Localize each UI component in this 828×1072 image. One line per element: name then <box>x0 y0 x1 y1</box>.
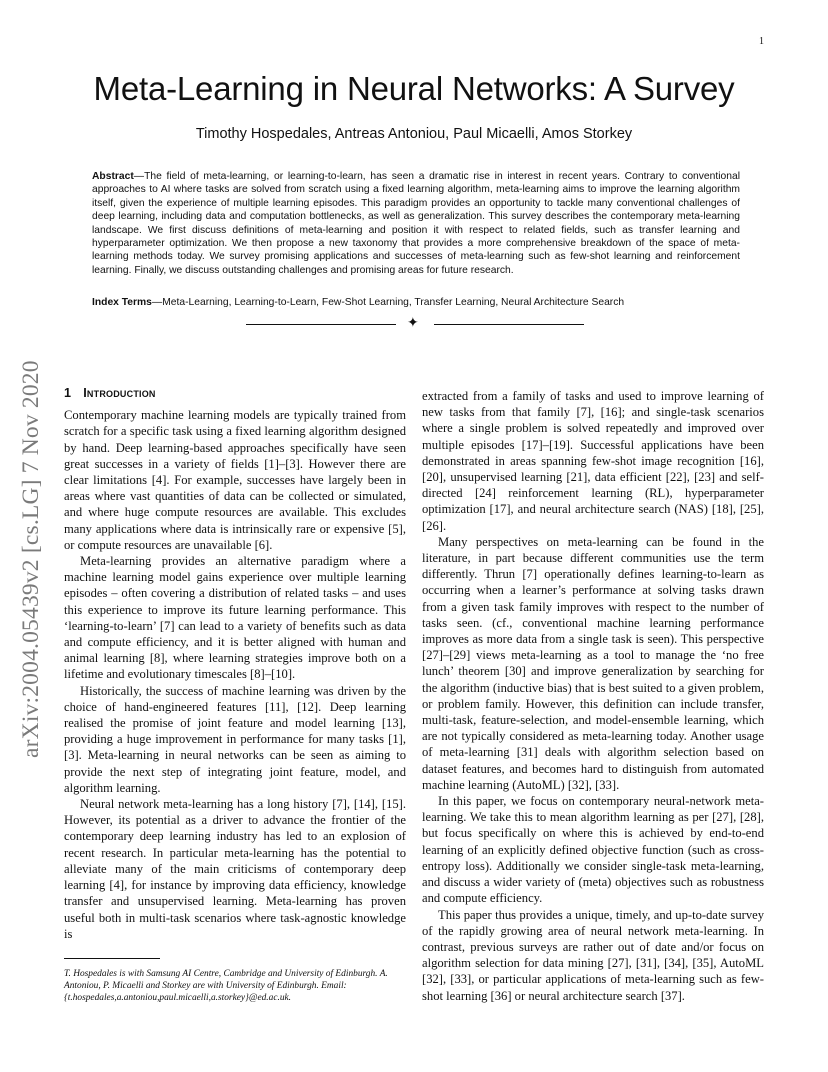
paragraph: extracted from a family of tasks and used to improve learning of new tasks from that family [7], [16]; and single-task scenarios where a single problem is solved repeatedly and improved over multiple episodes [17]–[19]. Successful applications have been demonstrated in areas spanning few-shot image recognition [16], [20], unsupervised learning [21], data efficient [22], [23] and self-directed [24] reinforcement learning (RL), hyperparameter optimization [17], and neural architecture search (NAS) [18], [25], [26]. <box>422 389 764 533</box>
right-column <box>422 388 764 1004</box>
divider-rule-left <box>246 324 396 325</box>
index-terms <box>92 296 740 309</box>
section-title: Introduction <box>83 386 156 400</box>
section-number: 1 <box>64 386 72 400</box>
section-heading <box>64 385 406 401</box>
footnote-rule <box>64 958 160 959</box>
author-list: Timothy Hospedales, Antreas Antoniou, Paul Micaelli, Amos Storkey <box>195 126 633 142</box>
paragraph: This paper thus provides a unique, timely, and up-to-date survey of the rapidly growing area of neural network meta-learning. In contrast, previous surveys are rather out of date and/or focus on algorithm selection for data mining [27], [31], [34], [35], AutoML [32], [33], or particular applications of meta-learning such as few-shot learning [36] or neural architecture search [37]. <box>422 907 764 1003</box>
left-column <box>64 385 406 942</box>
divider-star-icon: ✦ <box>407 316 419 331</box>
paper-title: Meta-Learning in Neural Networks: A Survey <box>93 70 735 107</box>
divider-rule-right <box>434 324 584 325</box>
index-terms-label: Index Terms <box>92 297 152 308</box>
paragraph: In this paper, we focus on contemporary neural-network meta-learning. We take this to mean algorithm learning as per [27], [28], but focus specifically on where this is achieved by end-to-end learning of an explicitly defined objective function (such as cross-entropy loss). Additionally we consider single-task meta-learning, and discuss a wider variety of (meta) objectives such as robustness and compute efficiency. <box>422 794 764 906</box>
paragraph: Neural network meta-learning has a long history [7], [14], [15]. However, its potential as a driver to advance the frontier of the contemporary deep learning industry has led to an explosion of recent research. In particular meta-learning has the potential to alleviate many of the main criticisms of contemporary deep learning [4], for instance by improving data efficiency, knowledge transfer and unsupervised learning. Meta-learning has proven useful both in multi-task scenarios where task-agnostic knowledge is <box>64 797 406 941</box>
section-divider <box>246 316 584 334</box>
index-terms-text: —Meta-Learning, Learning-to-Learn, Few-Shot Learning, Transfer Learning, Neural Architecture Search <box>151 297 625 308</box>
paragraph: Historically, the success of machine learning was driven by the choice of hand-engineered features [11], [12]. Deep learning realised the promise of joint feature and model learning [13], providing a huge improvement in performance for many tasks [1], [3]. Meta-learning in neural networks can be seen as aiming to provide the next step of integrating joint feature, model, and algorithm learning. <box>64 683 406 795</box>
abstract-text: —The field of meta-learning, or learning-to-learn, has seen a dramatic rise in interest in recent years. Contrary to conventional approaches to AI where tasks are solved from scratch using a fixed learning algorithm, meta-learning aims to improve the learning algorithm itself, given the experience of multiple learning episodes. This paradigm provides an opportunity to tackle many conventional challenges of deep learning, including data and computation bottlenecks, as well as generalization. This survey describes the contemporary meta-learning landscape. We first discuss definitions of meta-learning and position it with respect to related fields, such as transfer learning and hyperparameter optimization. We then propose a new taxonomy that provides a more comprehensive breakdown of the space of meta-learning methods today. We survey promising applications and successes of meta-learning such as few-shot learning and reinforcement learning. Finally, we discuss outstanding challenges and promising areas for future research. <box>92 171 740 276</box>
abstract-label: Abstract <box>92 171 134 182</box>
abstract <box>92 170 740 277</box>
paragraph: Meta-learning provides an alternative paradigm where a machine learning model gains experience over multiple learning episodes – often covering a distribution of related tasks – and uses this experience to improve its future learning performance. This ‘learning-to-learn’ [7] can lead to a variety of benefits such as data and compute efficiency, and it is better aligned with human and animal learning [8], where learning strategies improve both on a lifetime and evolutionary timescales [8]–[10]. <box>64 554 406 682</box>
page-number: 1 <box>759 36 764 47</box>
paragraph: Contemporary machine learning models are typically trained from scratch for a specific task using a fixed learning algorithm designed by hand. Deep learning-based approaches specifically have seen great successes in a variety of fields [1]–[3]. However there are clear limitations [4]. For example, successes have largely been in areas where vast quantities of data can be collected or simulated, and where huge compute resources are available. This excludes many applications where data is intrinsically rare or expensive [5], or compute resources are unavailable [6]. <box>64 408 406 552</box>
footnote: T. Hospedales is with Samsung AI Centre, Cambridge and University of Edinburgh. A. Antoniou, P. Micaelli and Storkey are with University of Edinburgh. Email: {t.hospedales,a.antoniou,paul.micaelli,a.storkey}@ed.ac.uk. <box>64 969 388 1003</box>
paragraph: Many perspectives on meta-learning can be found in the literature, in part because different communities use the term differently. Thrun [7] operationally defines learning-to-learn as occurring when a learner’s performance at solving tasks drawn from a given task family improves with respect to the number of tasks seen. (cf., conventional machine learning performance improves as more data from a single task is seen). This perspective [27]–[29] views meta-learning as a tool to manage the ‘no free lunch’ theorem [30] and improve generalization by searching for the algorithm (inductive bias) that is best suited to a given problem, or problem family. However, this definition can include transfer, multi-task, feature-selection, and model-ensemble learning, which are not typically considered as meta-learning today. Another usage of meta-learning [31] deals with algorithm selection based on dataset features, and becomes hard to distinguish from automated machine learning (AutoML) [32], [33]. <box>422 534 764 792</box>
arxiv-stamp: arXiv:2004.05439v2 [cs.LG] 7 Nov 2020 <box>18 360 44 758</box>
